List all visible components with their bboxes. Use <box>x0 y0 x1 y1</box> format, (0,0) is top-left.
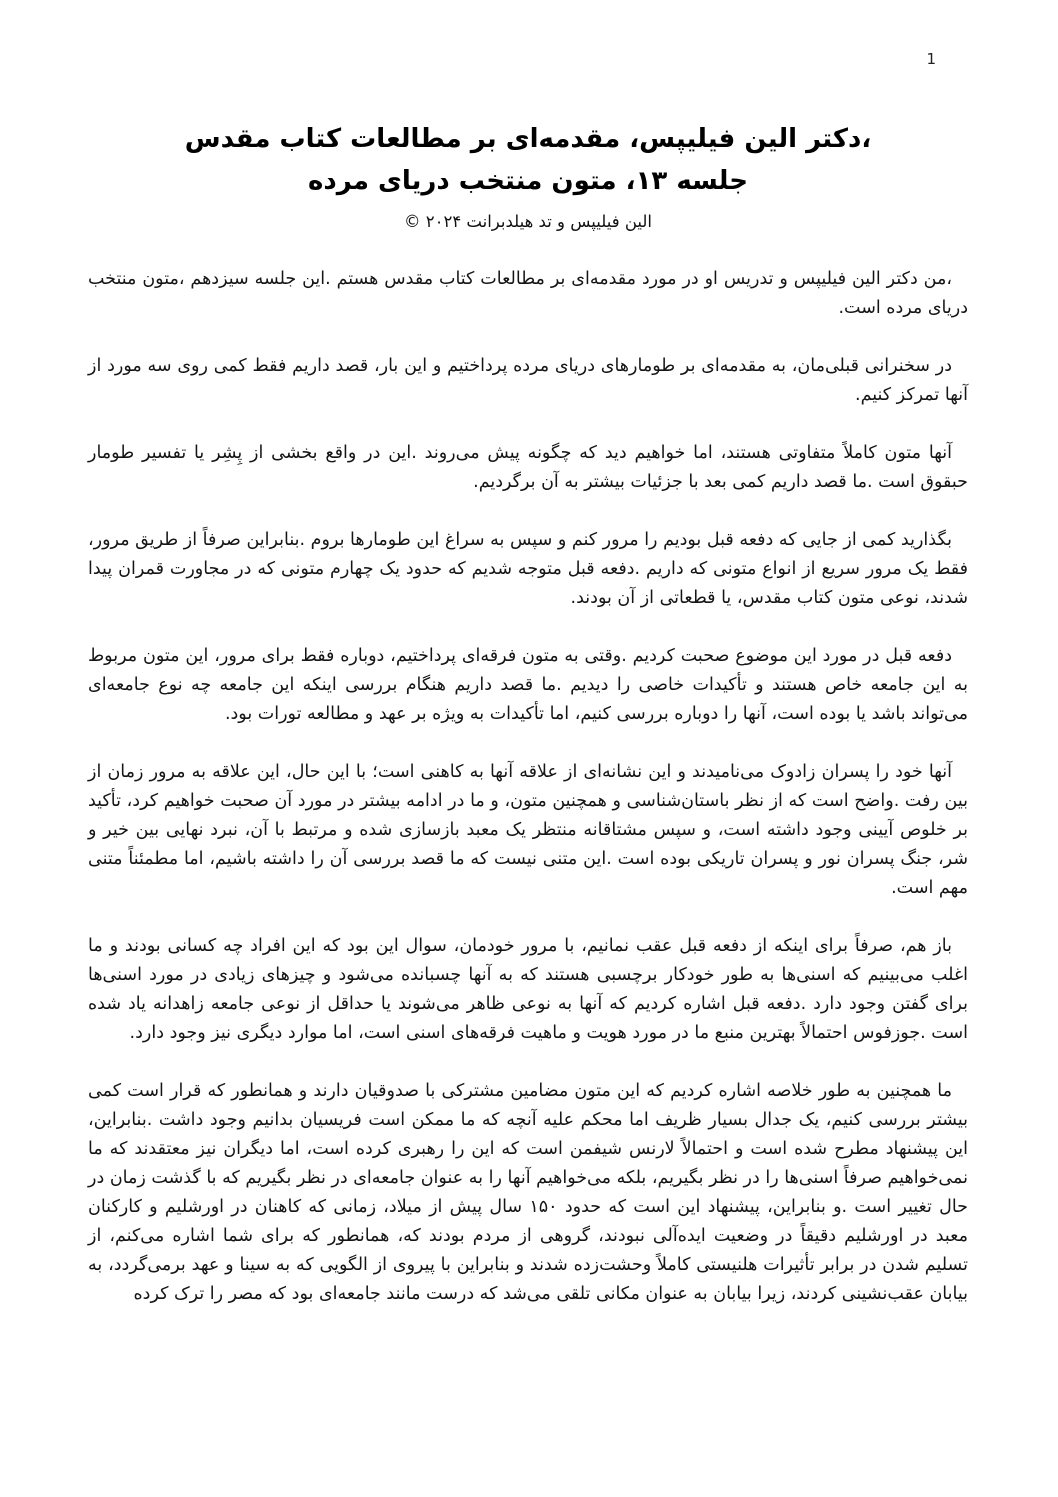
paragraph-1: ،من دکتر الین فیلیپس و تدریس او در مورد مقدمه‌ای بر مطالعات کتاب مقدس هستم .این جلسه سیزدهم ،متون منتخب دریای مرده است. <box>88 269 968 318</box>
paragraph-6: آنها خود را پسران زادوک می‌نامیدند و این نشانه‌ای از علاقه آنها به کاهنی است؛ با این حال، این علاقه به مرور زمان از بین رفت .واضح است که از نظر باستان‌شناسی و همچنین متون، و ما در ادامه بیشتر در مورد آن صحبت خواهیم کرد، تأکید بر خلوص آیینی وجود داشته است، و سپس مشتاقانه منتظر یک معبد بازسازی شده و مرتبط با آن، نبرد نهایی بین خیر و شر، جنگ پسران نور و پسران تاریکی بوده است .این متنی نیست که ما قصد بررسی آن را داشته باشیم، اما مطمئناً متنی مهم است. <box>88 762 968 898</box>
paragraph-7: باز هم، صرفاً برای اینکه از دفعه قبل عقب نمانیم، با مرور خودمان، سوال این بود که این افراد چه کسانی بودند و ما اغلب می‌بینیم که اسنی‌ها به طور خودکار برچسبی هستند که به آنها چسبانده می‌شود و چیزهای زیادی در مورد اسنی‌ها برای گفتن وجود دارد .دفعه قبل اشاره کردیم که آنها به نوعی ظاهر می‌شوند یا حداقل از نوعی جامعه زاهدانه یاد شده است .جوزفوس احتمالاً بهترین منبع ما در مورد هویت و ماهیت فرقه‌های اسنی است، اما موارد دیگری نیز وجود دارد. <box>88 936 968 1043</box>
paragraph-2: در سخنرانی قبلی‌مان، به مقدمه‌ای بر طومارهای دریای مرده پرداختیم و این بار، قصد داریم فقط کمی روی سه مورد از آنها تمرکز کنیم. <box>88 356 968 405</box>
paragraph-8: ما همچنین به طور خلاصه اشاره کردیم که این متون مضامین مشترکی با صدوقیان دارند و همانطور که قرار است کمی بیشتر بررسی کنیم، یک جدال بسیار ظریف اما محکم علیه آنچه که ما ممکن است فریسیان بدانیم وجود داشت .بنابراین، این پیشنهاد مطرح شده است و احتمالاً لارنس شیفمن است که این را رهبری کرده است، اما دیگران نیز معتقدند که ما نمی‌خواهیم صرفاً اسنی‌ها را در نظر بگیریم، بلکه می‌خواهیم آنها را به عنوان جامعه‌ای در نظر بگیریم که با گذشت زمان در حال تغییر است .و بنابراین، پیشنهاد این است که حدود ۱۵۰ سال پیش از میلاد، زمانی که کاهنان در اورشلیم و کارکنان معبد در اورشلیم دقیقاً در وضعیت ایده‌آلی نبودند، گروهی از مردم بودند که، همانطور که برای شما اشاره می‌کنم، از تسلیم شدن در برابر تأثیرات هلنیستی کاملاً وحشت‌زده شدند و بنابراین با پیروی از الگویی که به سینا و عهد برمی‌گردد، به بیابان عقب‌نشینی کردند، زیرا بیابان به عنوان مکانی تلقی می‌شد که درست مانند جامعه‌ای بود که مصر را ترک کرده <box>88 1081 968 1304</box>
title-line-1: ،دکتر الین فیلیپس، مقدمه‌ای بر مطالعات کتاب مقدس <box>184 124 872 154</box>
page-number: 1 <box>926 50 936 68</box>
paragraph-3: آنها متون کاملاً متفاوتی هستند، اما خواهیم دید که چگونه پیش می‌روند .این در واقع بخشی از پِشِر یا تفسیر طومار حبقوق است .ما قصد داریم کمی بعد با جزئیات بیشتر به آن برگردیم. <box>88 443 968 492</box>
paragraph-5: دفعه قبل در مورد این موضوع صحبت کردیم .وقتی به متون فرقه‌ای پرداختیم، دوباره فقط برای مرور، این متون مربوط به این جامعه خاص هستند و تأکیدات خاصی را دیدیم .ما قصد داریم هنگام بررسی اینکه این جامعه چه نوع جامعه‌ای می‌تواند باشد یا بوده است، آنها را دوباره بررسی کنیم، اما تأکیدات به ویژه بر عهد و مطالعه تورات بود. <box>88 646 968 724</box>
paragraph-4: بگذارید کمی از جایی که دفعه قبل بودیم را مرور کنم و سپس به سراغ این طومارها بروم .بنابراین صرفاً از طریق مرور، فقط یک مرور سریع از انواع متونی که داریم .دفعه قبل متوجه شدیم که حدود یک چهارم متونی که در مجاورت قمران پیدا شدند، نوعی متون کتاب مقدس، یا قطعاتی از آن بودند. <box>88 530 968 608</box>
document-title <box>88 118 968 202</box>
document-body <box>88 265 968 1309</box>
copyright-byline: الین فیلیپس و تد هیلدبرانت ۲۰۲۴ © <box>403 212 652 231</box>
title-line-2: جلسه ۱۳، متون منتخب دریای مرده <box>308 166 748 196</box>
